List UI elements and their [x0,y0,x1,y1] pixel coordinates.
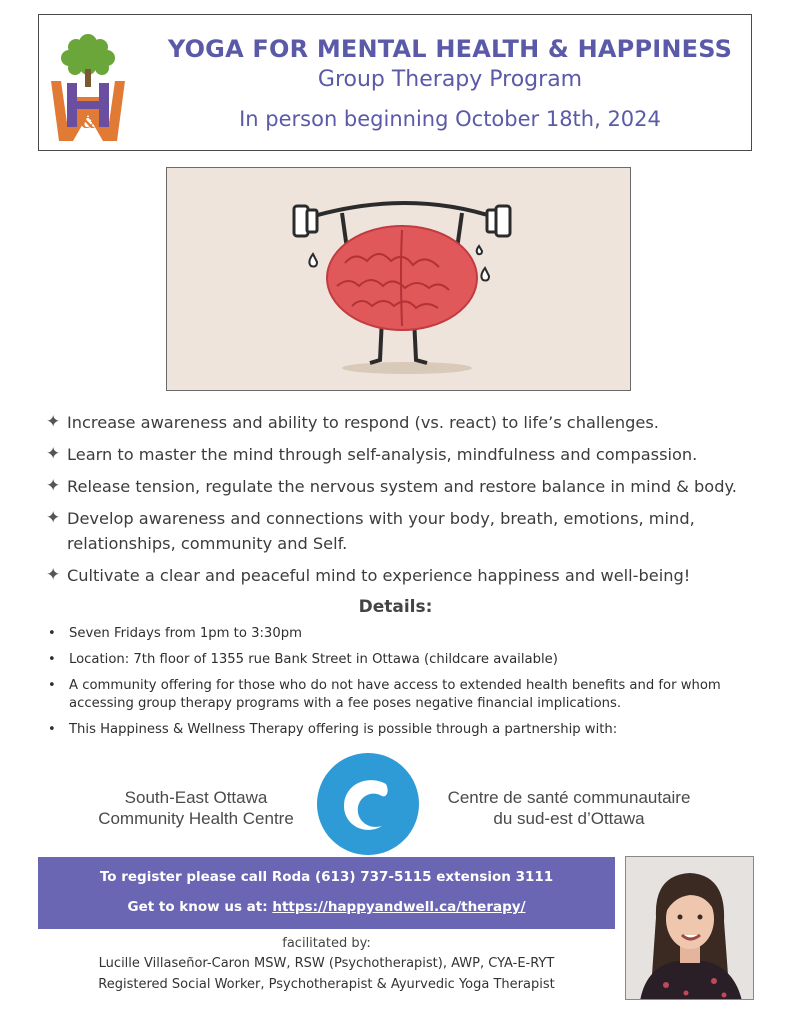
bullet-icon: • [48,652,56,667]
hero-image [166,167,631,391]
facilitated-by-label: facilitated by: [282,936,371,951]
happy-and-well-logo-icon [47,23,129,145]
partner-name-french [430,787,708,829]
community-health-centre-logo-icon [316,752,420,856]
website-line: Get to know us at: https://happyandwell.ca/therapy/ [127,899,526,915]
list-item: ✦ Learn to master the mind through self-analysis, mindfulness and compassion. [46,442,756,467]
facilitator-name: Lucille Villaseñor-Caron MSW, RSW (Psychotherapist), AWP, CYA-E-RYT [98,956,555,971]
header-box [38,14,752,151]
page-title: YOGA FOR MENTAL HEALTH & HAPPINESS [167,35,733,63]
facilitator-role: Registered Social Worker, Psychotherapist & Ayurvedic Yoga Therapist [98,977,555,992]
person-portrait-icon [626,857,754,1000]
register-phone-text: To register please call Roda (613) 737-5115 extension 3111 [99,869,554,885]
details-heading: Details: [358,597,433,617]
sparkle-icon: ✦ [46,565,61,585]
page-subtitle: Group Therapy Program [317,67,583,92]
partner-en-line1: South-East Ottawa [124,788,268,807]
sparkle-icon: ✦ [46,476,61,496]
facilitator-photo [625,856,754,1000]
partner-en-line2: Community Health Centre [98,809,294,828]
list-item: • This Happiness & Wellness Therapy offering is possible through a partnership with: [48,722,618,737]
list-item: ✦ Cultivate a clear and peaceful mind to experience happiness and well-being! [46,563,756,588]
list-item: ✦ Develop awareness and connections with your body, breath, emotions, mind, relationships, community and Self. [46,508,695,553]
website-link[interactable]: https://happyandwell.ca/therapy/ [272,899,526,915]
bullet-icon: • [48,678,56,693]
partner-name-english [82,787,310,829]
brain-lifting-weights-icon [167,168,631,391]
start-date-line: In person beginning October 18th, 2024 [239,107,661,131]
list-item: ✦ Release tension, regulate the nervous system and restore balance in mind & body. [46,474,756,499]
partner-fr-line1: Centre de santé communautaire [447,788,691,807]
list-item: • A community offering for those who do not have access to extended health benefits and for whom accessing group therapy programs with a fee poses negative financial implications. [48,678,721,711]
bullet-icon: • [48,722,56,737]
list-item: • Seven Fridays from 1pm to 3:30pm [48,626,302,641]
sparkle-icon: ✦ [46,508,61,528]
sparkle-icon: ✦ [46,412,61,432]
list-item: ✦ Increase awareness and ability to respond (vs. react) to life’s challenges. [46,410,756,435]
benefits-list [46,410,756,595]
sparkle-icon: ✦ [46,444,61,464]
partner-fr-line2: du sud-est d’Ottawa [493,809,645,828]
bullet-icon: • [48,626,56,641]
register-banner [38,857,615,929]
list-item: • Location: 7th floor of 1355 rue Bank Street in Ottawa (childcare available) [48,652,558,667]
details-list [46,625,736,747]
logo-ampersand: & [81,114,95,132]
